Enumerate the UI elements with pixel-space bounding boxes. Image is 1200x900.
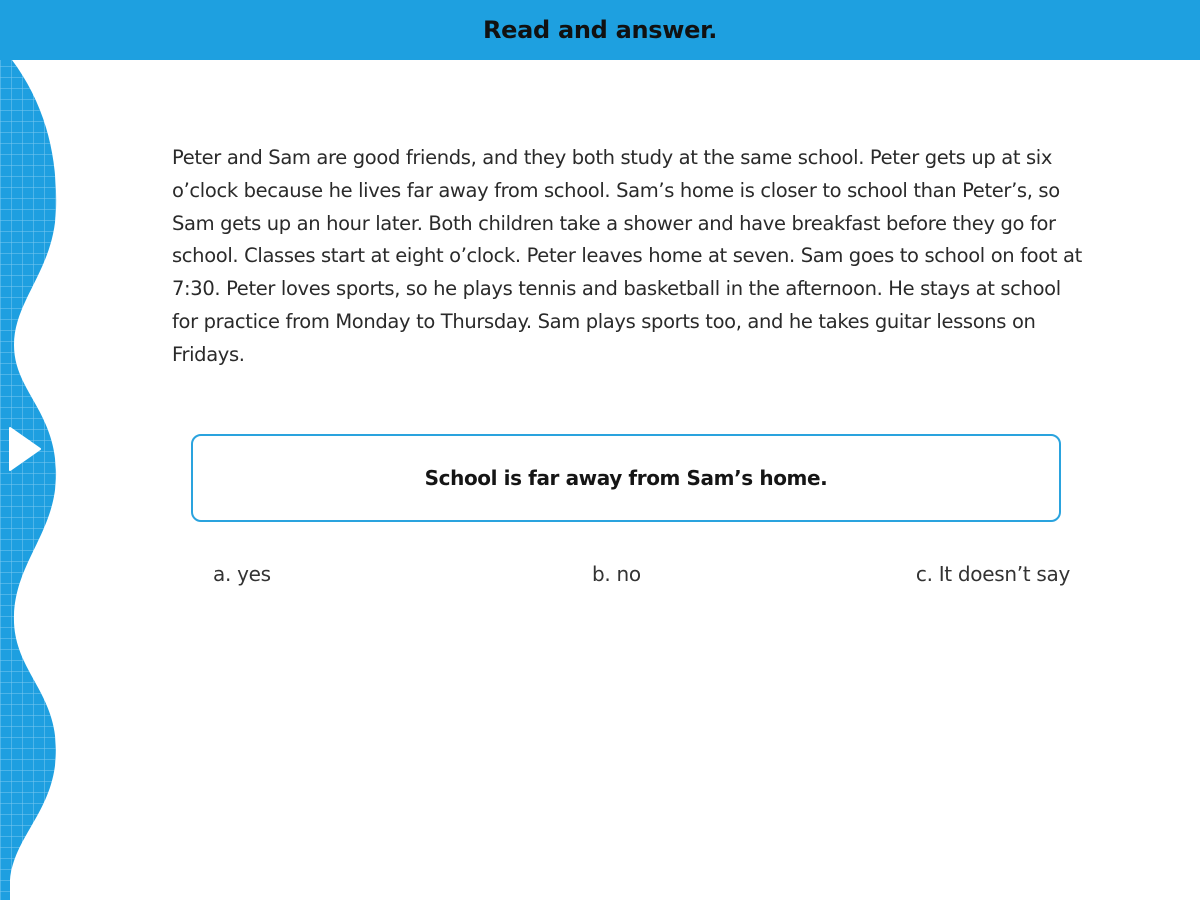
page-title: Read and answer.: [482, 16, 718, 44]
answer-option-doesnt-say[interactable]: c. It doesn’t say: [915, 562, 1070, 586]
reading-passage: Peter and Sam are good friends, and they both study at the same school. Peter gets up at six o’clock because he lives far away from school. Sam’s home is closer to school than Peter’s, so Sam gets up an hour later. Both children take a shower and have breakfast before they go for school. Classes start at eight o’clock. Peter leaves home at seven. Sam goes to school on foot at 7:30. Peter loves sports, so he plays tennis and basketball in the afternoon. He stays at school for practice from Monday to Thursday. Sam plays sports too, and he takes guitar lessons on Fridays.: [172, 146, 1082, 366]
question-statement: School is far away from Sam’s home.: [424, 466, 828, 490]
header-bar: [0, 0, 1200, 60]
question-statement-box: [191, 434, 1061, 522]
answer-option-yes[interactable]: a. yes: [213, 562, 271, 586]
answer-option-no[interactable]: b. no: [592, 562, 641, 586]
play-arrow-icon[interactable]: [6, 426, 42, 472]
